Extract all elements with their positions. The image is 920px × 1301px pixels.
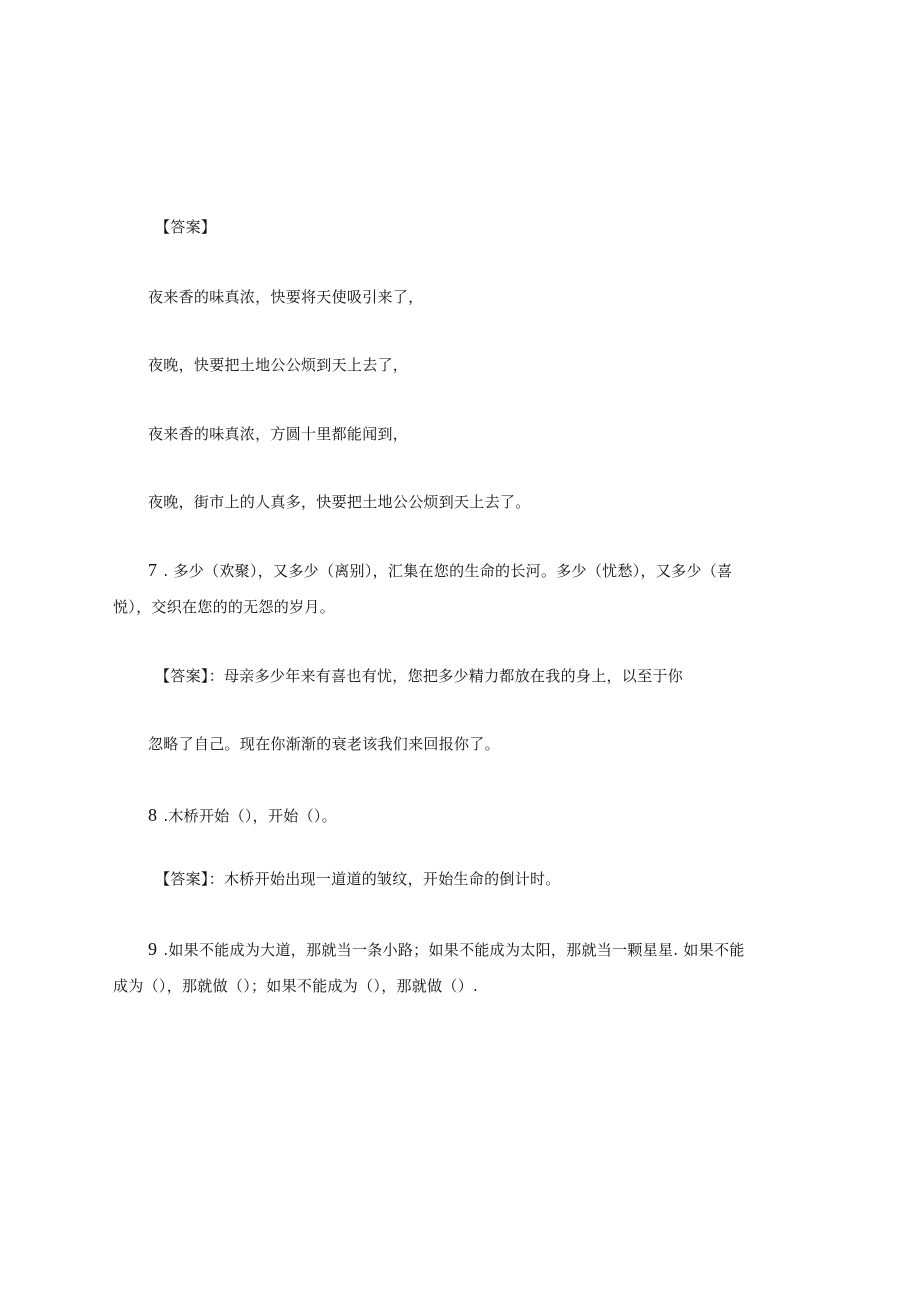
question-8-number: 8 <box>148 805 158 825</box>
question-8-text: .木桥开始（），开始（）。 <box>163 807 337 825</box>
question-9-line-1 <box>148 939 745 960</box>
answer-line-4: 夜晚，街市上的人真多，快要把土地公公烦到天上去了。 <box>148 493 531 511</box>
answer-heading: 【答案】 <box>155 218 217 236</box>
question-7-answer-line-2: 忽略了自己。现在你渐渐的衰老该我们来回报你了。 <box>148 735 500 753</box>
question-9-text: .如果不能成为大道，那就当一条小路；如果不能成为太阳，那就当一颗星星. 如果不能 <box>163 941 745 959</box>
question-7-line-2: 悦），交织在您的的无怨的岁月。 <box>113 598 336 616</box>
question-9-number: 9 <box>148 939 158 959</box>
question-9-line-2: 成为（），那就做（）；如果不能成为（），那就做（）. <box>113 977 479 995</box>
question-8-answer: 【答案】：木桥开始出现一道道的皱纹，开始生命的倒计时。 <box>155 870 561 888</box>
answer-line-2: 夜晚，快要把土地公公烦到天上去了， <box>148 356 409 374</box>
question-7-line-1 <box>148 560 732 581</box>
answer-line-1: 夜来香的味真浓，快要将天使吸引来了， <box>148 288 424 306</box>
question-7-answer-line-1: 【答案】：母亲多少年来有喜也有忧，您把多少精力都放在我的身上，以至于你 <box>155 667 684 685</box>
question-7-number: 7 <box>148 560 158 580</box>
answer-line-3: 夜来香的味真浓，方圆十里都能闻到， <box>148 425 409 443</box>
question-8-line <box>148 805 337 826</box>
question-7-text: . 多少（欢聚），又多少（离别），汇集在您的生命的长河。多少（忧愁），又多少（喜 <box>163 562 733 580</box>
